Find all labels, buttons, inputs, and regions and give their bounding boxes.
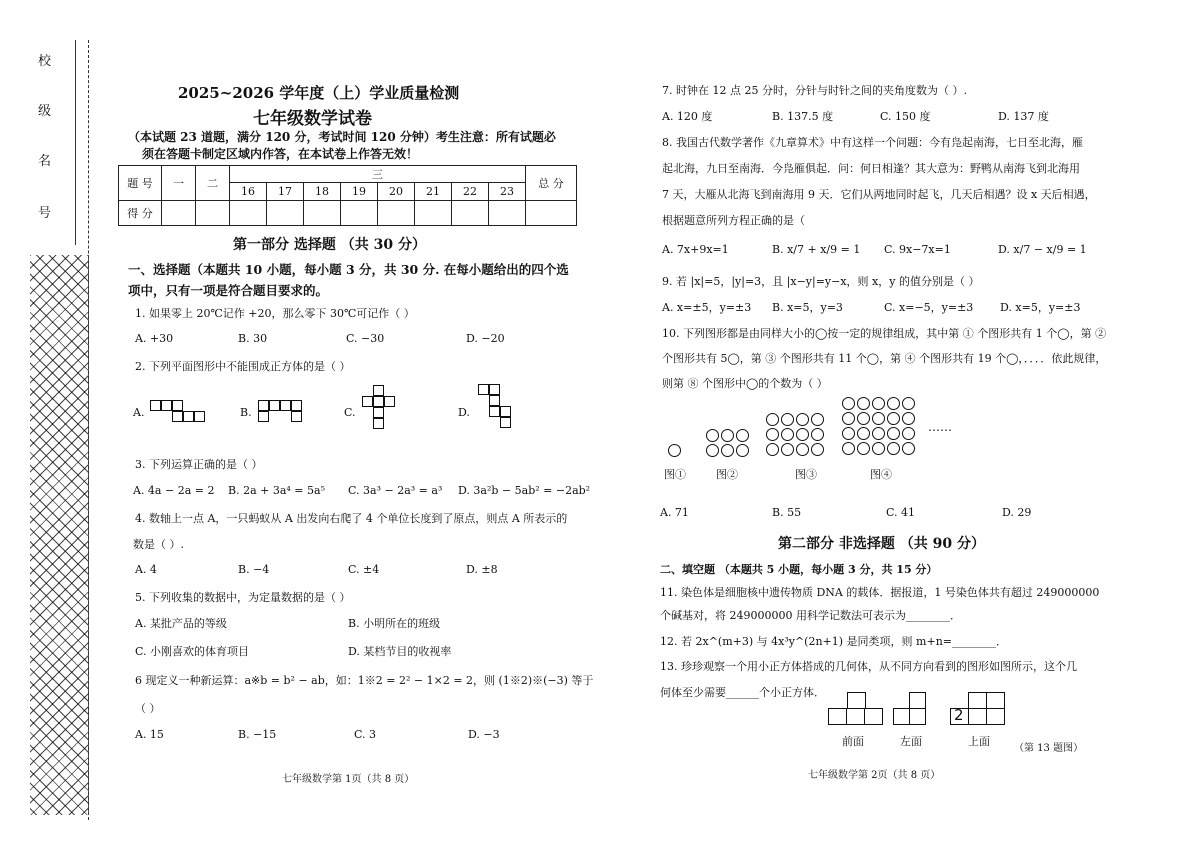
pattern-circle xyxy=(902,427,915,440)
pattern-circle xyxy=(842,412,855,425)
pattern-circle xyxy=(902,442,915,455)
score-cell xyxy=(162,201,196,226)
q6-option-d: D. −3 xyxy=(468,728,500,741)
score-cell xyxy=(267,201,304,226)
q13-stem-2: 何体至少需要______个小正方体． xyxy=(660,686,825,699)
score-row-label: 题 号 xyxy=(119,166,162,201)
score-col-2: 二 xyxy=(196,166,230,201)
pattern-circle xyxy=(887,397,900,410)
q3-option-c: C. 3a³ − 2a³ = a³ xyxy=(348,484,443,497)
q1-option-d: D. −20 xyxy=(466,332,505,345)
binding-label-name: 名 xyxy=(38,154,52,169)
q13-stem-1: 13. 珍珍观察一个用小正方体搭成的几何体，从不同方向看到的图形如图所示，这个几 xyxy=(660,660,1077,673)
q8-option-b: B. x/7 + x/9 = 1 xyxy=(772,243,861,256)
pattern-circle xyxy=(887,427,900,440)
q10-option-d: D. 29 xyxy=(1002,506,1032,519)
q3-option-b: B. 2a + 3a⁴ = 5a⁵ xyxy=(228,484,325,497)
q4-option-b: B. −4 xyxy=(238,563,270,576)
pattern-circle xyxy=(857,412,870,425)
q2-option-b: B. xyxy=(240,406,252,419)
q3-option-a: A. 4a − 2a = 2 xyxy=(133,484,215,497)
pattern-circle xyxy=(736,429,749,442)
q8-option-c: C. 9x−7x=1 xyxy=(884,243,951,256)
pattern-circle xyxy=(902,397,915,410)
q10-option-c: C. 41 xyxy=(886,506,916,519)
q10-stem-1: 10. 下列图形都是由同样大小的◯按一定的规律组成，其中第 ① 个图形共有 1 个◯，第 ② xyxy=(662,327,1107,340)
q5-option-d: D. 某档节目的收视率 xyxy=(348,645,452,658)
q5-option-b: B. 小明所在的班级 xyxy=(348,617,441,630)
score-cell xyxy=(196,201,230,226)
q1-option-c: C. −30 xyxy=(346,332,385,345)
score-num: 16 xyxy=(230,183,267,201)
q10-stem-3: 则第 ⑧ 个图形中◯的个数为（ ） xyxy=(662,377,828,390)
q8-stem-2: 起北海，九日至南海．今凫雁俱起．问：何日相逢？其大意为：野鸭从南海飞到北海用 xyxy=(662,162,1080,175)
pattern-circle xyxy=(811,443,824,456)
q9-option-a: A. x=±5，y=±3 xyxy=(662,301,752,314)
pattern-circle xyxy=(902,412,915,425)
q5-stem: 5. 下列收集的数据中，为定量数据的是（ ） xyxy=(135,591,351,604)
q3-option-d: D. 3a²b − 5ab² = −2ab² xyxy=(458,484,591,497)
pattern-circle xyxy=(872,397,885,410)
cut-line xyxy=(88,40,89,820)
pattern-circle xyxy=(857,442,870,455)
view-label-top: 上面 xyxy=(968,735,990,748)
binding-label-school: 校 xyxy=(38,54,52,69)
pattern-circle xyxy=(796,443,809,456)
q11-stem-2: 个碱基对，将 249000000 用科学记数法可表示为________． xyxy=(660,609,961,622)
binding-label-class: 级 xyxy=(38,104,52,119)
q5-option-a: A. 某批产品的等级 xyxy=(135,617,227,630)
q8-stem-4: 根据题意所列方程正确的是（ xyxy=(662,214,805,227)
page1-footer: 七年级数学第 1页（共 8 页） xyxy=(282,774,415,785)
q10-option-a: A. 71 xyxy=(660,506,689,519)
margin-hatch xyxy=(30,255,89,815)
pattern-circle xyxy=(766,413,779,426)
q10-stem-2: 个图形共有 5◯，第 ③ 个图形共有 11 个◯，第 ④ 个图形共有 19 个◯，．．．．依此规律， xyxy=(662,352,1107,365)
score-num: 17 xyxy=(267,183,304,201)
pattern-circle xyxy=(781,428,794,441)
q6-option-b: B. −15 xyxy=(238,728,277,741)
section1-heading-2: 项中，只有一项是符合题目要求的。 xyxy=(128,283,329,298)
q11-stem-1: 11. 染色体是细胞核中遗传物质 DNA 的载体．据报道，1 号染色体共有超过 249000000 xyxy=(660,586,1100,599)
instructions-1: （本试题 23 道题，满分 120 分，考试时间 120 分钟）考生注意：所有试题必 xyxy=(128,130,556,144)
q7-option-c: C. 150 度 xyxy=(880,110,931,123)
pattern-circle xyxy=(887,442,900,455)
q4-stem: 4. 数轴上一点 A，一只蚂蚁从 A 出发向右爬了 4 个单位长度到了原点，则点 A 所表示的 xyxy=(135,512,568,525)
binding-margin xyxy=(30,40,76,245)
score-cell xyxy=(230,201,267,226)
q7-option-b: B. 137.5 度 xyxy=(772,110,834,123)
figure-label-2: 图② xyxy=(716,468,738,481)
score-num: 23 xyxy=(489,183,526,201)
pattern-circle xyxy=(811,428,824,441)
pattern-circle xyxy=(842,427,855,440)
q9-option-b: B. x=5，y=3 xyxy=(772,301,843,314)
score-num: 20 xyxy=(378,183,415,201)
figure-label-4: 图④ xyxy=(870,468,892,481)
pattern-circle xyxy=(736,444,749,457)
q9-option-d: D. x=5，y=±3 xyxy=(1000,301,1081,314)
pattern-circle xyxy=(872,412,885,425)
score-col-1: 一 xyxy=(162,166,196,201)
q10-option-b: B. 55 xyxy=(772,506,802,519)
q4-option-d: D. ±8 xyxy=(466,563,498,576)
score-cell xyxy=(304,201,341,226)
pattern-circle xyxy=(811,413,824,426)
pattern-circle xyxy=(872,427,885,440)
q4-option-c: C. ±4 xyxy=(348,563,380,576)
section2-heading: 二、填空题 （本题共 5 小题，每小题 3 分，共 15 分） xyxy=(660,563,938,576)
score-total: 总 分 xyxy=(526,166,577,201)
q9-option-c: C. x=−5，y=±3 xyxy=(884,301,974,314)
binding-label-number: 号 xyxy=(38,206,52,221)
score-num: 21 xyxy=(415,183,452,201)
q8-stem-1: 8. 我国古代数学著作《九章算术》中有这样一个问题：今有凫起南海，七日至北海，雁 xyxy=(662,136,1083,149)
q1-stem: 1. 如果零上 20℃记作 +20，那么零下 30℃可记作（ ） xyxy=(135,307,415,320)
pattern-circle xyxy=(857,427,870,440)
pattern-circle xyxy=(721,429,734,442)
score-table xyxy=(118,165,577,226)
pattern-circle xyxy=(796,428,809,441)
score-cell xyxy=(526,201,577,226)
view-label-front: 前面 xyxy=(842,735,864,748)
section1-heading: 一、选择题（本题共 10 小题，每小题 3 分，共 30 分. 在每小题给出的四个选 xyxy=(128,262,569,277)
score-cell xyxy=(452,201,489,226)
pattern-circle xyxy=(668,444,681,457)
q6-stem-2: （ ） xyxy=(135,702,161,715)
pattern-circle xyxy=(872,442,885,455)
page2-footer: 七年级数学第 2页（共 8 页） xyxy=(808,770,941,781)
q2-stem: 2. 下列平面图形中不能围成正方体的是（ ） xyxy=(135,360,351,373)
pattern-circle xyxy=(842,442,855,455)
score-col-3: 三 xyxy=(230,166,526,183)
q7-stem: 7. 时钟在 12 点 25 分时，分针与时针之间的夹角度数为（ ）. xyxy=(662,84,967,97)
year-title: 2025~2026 学年度（上）学业质量检测 xyxy=(178,84,460,102)
q1-option-b: B. 30 xyxy=(238,332,268,345)
score-row-label: 得 分 xyxy=(119,201,162,226)
q4-option-a: A. 4 xyxy=(135,563,157,576)
score-num: 22 xyxy=(452,183,489,201)
q12-stem: 12. 若 2x^(m+3) 与 4x³y^(2n+1) 是同类项，则 m+n=________． xyxy=(660,635,1007,648)
figure-label-3: 图③ xyxy=(795,468,817,481)
score-num: 18 xyxy=(304,183,341,201)
q1-option-a: A. +30 xyxy=(135,332,174,345)
q8-option-d: D. x/7 − x/9 = 1 xyxy=(998,243,1087,256)
pattern-circle xyxy=(781,413,794,426)
q3-stem: 3. 下列运算正确的是（ ） xyxy=(135,458,263,471)
q2-option-a: A. xyxy=(133,406,145,419)
pattern-circle xyxy=(766,443,779,456)
pattern-circle xyxy=(857,397,870,410)
q8-option-a: A. 7x+9x=1 xyxy=(662,243,729,256)
score-cell xyxy=(378,201,415,226)
q6-option-a: A. 15 xyxy=(135,728,164,741)
score-cell xyxy=(415,201,452,226)
q7-option-d: D. 137 度 xyxy=(998,110,1049,123)
part2-title: 第二部分 非选择题 （共 90 分） xyxy=(778,536,985,552)
score-cell xyxy=(341,201,378,226)
view-label-left: 左面 xyxy=(900,735,922,748)
q2-option-c: C. xyxy=(344,406,356,419)
score-cell xyxy=(489,201,526,226)
pattern-circle xyxy=(706,444,719,457)
q4-stem-2: 数是（ ）. xyxy=(133,538,184,551)
q2-option-d: D. xyxy=(458,406,470,419)
pattern-circle xyxy=(842,397,855,410)
pattern-circle xyxy=(887,412,900,425)
pattern-circle xyxy=(781,443,794,456)
q7-option-a: A. 120 度 xyxy=(662,110,713,123)
part1-title: 第一部分 选择题 （共 30 分） xyxy=(233,237,426,253)
q9-stem: 9. 若 |x|=5，|y|=3，且 |x−y|=y−x，则 x，y 的值分别是（ ） xyxy=(662,275,980,288)
q6-option-c: C. 3 xyxy=(354,728,377,741)
q5-option-c: C. 小刚喜欢的体育项目 xyxy=(135,645,250,658)
pattern-circle xyxy=(766,428,779,441)
q6-stem: 6 现定义一种新运算：a※b = b² − ab，如：1※2 = 2² − 1×2 = 2，则 (1※2)※(−3) 等于 xyxy=(135,674,594,687)
figure-caption: （第 13 题图） xyxy=(1014,743,1084,754)
figure-label-1: 图① xyxy=(664,468,686,481)
score-num: 19 xyxy=(341,183,378,201)
exam-title: 七年级数学试卷 xyxy=(253,109,372,129)
instructions-2: 须在答题卡制定区域内作答，在本试卷上作答无效！ xyxy=(142,147,419,161)
pattern-circle xyxy=(721,444,734,457)
q8-stem-3: 7 天，大雁从北海飞到南海用 9 天．它们从两地同时起飞，几天后相遇？设 x 天后相遇， xyxy=(662,188,1096,201)
pattern-ellipsis: …… xyxy=(928,420,952,434)
pattern-circle xyxy=(706,429,719,442)
pattern-circle xyxy=(796,413,809,426)
top-view-handwritten-number: 2 xyxy=(954,706,964,724)
